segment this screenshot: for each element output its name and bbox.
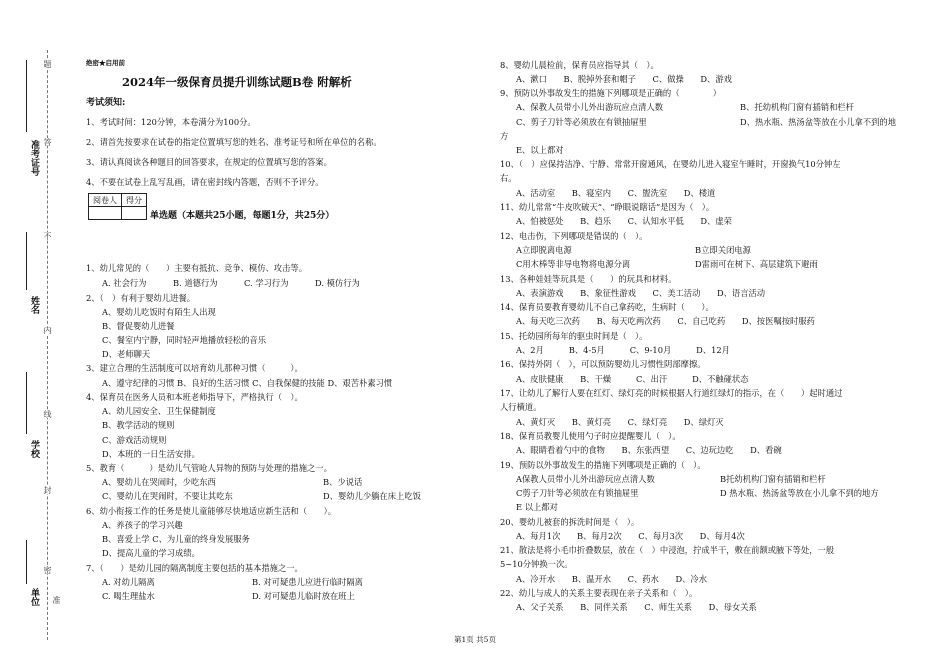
answer-option: C、游戏活动规则 — [102, 435, 167, 445]
question-stem: 14、保育员要教育婴幼儿不自己拿药吃，生病时（ ）。 — [500, 302, 714, 312]
answer-option: D 热水瓶、热汤盆等放在小儿拿不到的地方 — [720, 488, 879, 498]
seal-char: 封 — [43, 486, 52, 494]
answer-option: A、遵守纪律的习惯 B、良好的生活习惯 C、自我保健的技能 D、艰苦朴素习惯 — [102, 378, 393, 388]
answer-option: B、教学活动的规则 — [102, 420, 175, 430]
seal-char: 准 — [52, 596, 61, 604]
answer-option: A、养孩子的学习兴趣 — [102, 520, 183, 530]
question-stem: 5~10分钟换一次。 — [500, 559, 573, 569]
unit-label: 单位 — [29, 588, 39, 606]
score-box — [88, 193, 147, 220]
answer-option: A、活动室 B、寝室内 C、盥洗室 D、楼道 — [516, 188, 716, 198]
answer-option: A、怕被惩处 B、趋乐 C、认知水平低 D、虚荣 — [516, 216, 732, 226]
answer-option: B. 对可疑患儿应进行临时隔离 — [252, 577, 363, 587]
answer-option: C用木棒等非导电物将电源分离 — [516, 259, 631, 269]
question-stem: 10、（ ）应保持洁净、宁静、常常开窗通风，在婴幼儿进入寝室午睡时，开窗换气10分钟左 — [500, 159, 841, 169]
answer-option: B. 道德行为 — [173, 278, 218, 288]
answer-option: 右。 — [500, 173, 517, 183]
answer-option: A、父子关系 B、同伴关系 C、师生关系 D、母女关系 — [516, 602, 757, 612]
answer-option: D、提高儿童的学习成绩。 — [102, 548, 200, 558]
question-stem: 20、婴幼儿被套的拆洗时间是（ ）。 — [500, 517, 640, 527]
answer-option: A、眼睛看着勺中的食物 B、东张西望 C、边玩边吃 D、看碗 — [516, 445, 782, 455]
question-stem: 3、建立合理的生活制度可以培育幼儿那种习惯（ ）。 — [86, 363, 303, 373]
question-stem: 11、幼儿常常“牛皮吹破天”、“睁眼说瞎话”是因为（ ）。 — [500, 202, 715, 212]
answer-option: A保教人员带小儿外出游玩应点清人数 — [516, 474, 655, 484]
score-input-cell[interactable] — [122, 207, 147, 220]
question-stem: 18、保育员教婴儿使用勺子时应提醒婴儿（ ）。 — [500, 431, 681, 441]
answer-option: C、剪子刀针等必须放在有锁抽屉里 — [516, 117, 647, 127]
answer-option: E、以上都对 — [516, 145, 564, 155]
question-stem: 6、幼小衔接工作的任务是使儿童能够尽快地适应新生活和（ ）。 — [86, 506, 337, 516]
answer-option: A、保教人员带小儿外出游玩应点清人数 — [516, 102, 664, 112]
seal-char: 密 — [43, 566, 52, 574]
answer-option: C、餐室内宁静，同时轻声地播放轻松的音乐 — [102, 335, 266, 345]
seal-char: 线 — [43, 410, 52, 418]
answer-option: B、督促婴幼儿进餐 — [102, 321, 175, 331]
answer-option: A、幼儿园安全、卫生保健制度 — [102, 406, 216, 416]
section-heading: 单选题（本题共25小题，每题1分，共25分） — [150, 211, 335, 221]
answer-option: A、婴幼儿在哭闹时，少吃东西 — [102, 477, 216, 487]
question-stem: 9、预防以外事故发生的措施下列哪项是正确的（ ） — [500, 88, 721, 98]
exam-number-label: 准考证号 — [29, 140, 39, 176]
answer-option: A、每月1次 B、每月2次 C、每月3次 D、每月4次 — [516, 531, 745, 541]
answer-option: 方 — [500, 131, 509, 141]
answer-option: A、婴幼儿吃饭时有陌生人出现 — [102, 307, 216, 317]
reviewer-cell: 阅卷人 — [89, 194, 122, 207]
answer-option: A、表演游戏 B、象征性游戏 C、美工活动 D、语言活动 — [516, 288, 766, 298]
seal-char: 内 — [43, 326, 52, 334]
answer-option: D、婴幼儿少躺在床上吃饭 — [323, 491, 421, 501]
reviewer-input-cell[interactable] — [89, 207, 122, 220]
answer-option: E 以上都对 — [516, 502, 558, 512]
school-line — [26, 372, 27, 434]
seal-char: 不 — [43, 232, 52, 240]
answer-option: A、皮肤健康 B、干燥 C、出汗 D、不触碰状态 — [516, 374, 749, 384]
question-stem: 17、让幼儿了解行人要在红灯、绿灯亮的时候根据人行道红绿灯的指示，在（ ）起时通过 — [500, 388, 843, 398]
name-label: 姓名 — [29, 296, 39, 314]
answer-option: 人行横道。 — [500, 402, 542, 412]
notice-item: 4、不要在试卷上乱写乱画，请在密封线内答题，否则不予评分。 — [86, 177, 324, 187]
answer-option: A、漱口 B、脱掉外套和帽子 C、做操 D、游戏 — [516, 74, 732, 84]
question-stem: 2、（ ）有利于婴幼儿进餐。 — [86, 293, 195, 303]
answer-option: A立即脱离电源 — [516, 245, 572, 255]
question-stem: 22、幼儿与成人的关系主要表现在亲子关系和（ ）。 — [500, 588, 698, 598]
score-cell: 得分 — [122, 194, 147, 207]
answer-option: D雷雨可在树下、高层建筑下避雨 — [695, 259, 818, 269]
question-stem: 21、散法是将小毛巾折叠数层，放在（ ）中浸泡，拧成半干，敷在前额或腋下等处，一般 — [500, 545, 835, 555]
answer-option: D、本班的一日生活安排。 — [102, 449, 200, 459]
answer-option: C剪子刀针等必须放在有锁抽屉里 — [516, 488, 639, 498]
question-stem: 1、幼儿常见的（ ）主要有抵抗、竞争、模仿、攻击等。 — [86, 263, 307, 273]
exam-title: 2024年一级保育员提升训练试题B卷 附解析 — [122, 75, 352, 89]
binding-gutter — [0, 0, 78, 671]
question-stem: 16、保持外阴（ ），可以预防婴幼儿习惯性阴部摩擦。 — [500, 359, 706, 369]
notice-item: 1、考试时间：120分钟，本卷满分为100分。 — [86, 117, 256, 127]
answer-option: D、老师聊天 — [102, 349, 151, 359]
answer-option: B、少说话 — [323, 477, 363, 487]
page-footer: 第1页 共5页 — [454, 635, 496, 644]
answer-option: A. 社会行为 — [102, 278, 147, 288]
seal-char: 答 — [43, 138, 52, 146]
notice-title: 考试须知: — [86, 98, 126, 108]
answer-option: D、热水瓶、热汤盆等放在小儿拿不到的地 — [740, 117, 896, 127]
name-line — [26, 232, 27, 290]
confidential-mark: 绝密★启用前 — [86, 59, 125, 67]
question-stem: 12、电击伤，下列哪项是错误的（ ）。 — [500, 231, 648, 241]
question-stem: 8、婴幼儿晨检前，保育员应指导其（ ）。 — [500, 60, 659, 70]
answer-option: A. 对幼儿隔离 — [102, 577, 155, 587]
notice-item: 2、请首先按要求在试卷的指定位置填写您的姓名、准考证号和所在单位的名称。 — [86, 137, 382, 147]
question-stem: 4、保育员在医务人员和本班老师指导下，严格执行（ ）。 — [86, 392, 303, 402]
question-stem: 19、预防以外事故发生的措施下列哪项是正确的（ ）。 — [500, 460, 706, 470]
answer-option: A、2月 B、4-5月 C、9-10月 D、12月 — [516, 345, 730, 355]
exam-number-line — [26, 60, 27, 132]
answer-option: A、冷开水 B、温开水 C、药水 D、冷水 — [516, 574, 708, 584]
answer-option: B托幼机构门窗有插销和栏杆 — [720, 474, 826, 484]
answer-option: B、托幼机构门窗有插销和栏杆 — [740, 102, 854, 112]
answer-option: A、黄灯灭 B、黄灯亮 C、绿灯亮 D、绿灯灭 — [516, 417, 724, 427]
answer-option: C. 喝生理盐水 — [102, 591, 155, 601]
seal-char: 题 — [43, 60, 52, 68]
answer-option: C、婴幼儿在哭闹时，不要让其吃东 — [102, 491, 233, 501]
answer-option: D. 模仿行为 — [315, 278, 360, 288]
question-stem: 7、（ ）是幼儿园的隔离制度主要包括的基本措施之一。 — [86, 563, 303, 573]
answer-option: B立即关闭电源 — [695, 245, 751, 255]
question-stem: 13、各种娃娃等玩具是（ ）的玩具和材料。 — [500, 274, 677, 284]
answer-option: C. 学习行为 — [244, 278, 289, 288]
question-stem: 15、托幼园所每年的驱虫时间是（ ）。 — [500, 331, 648, 341]
answer-option: A、每天吃三次药 B、每天吃两次药 C、自己吃药 D、按医嘱按时服药 — [516, 316, 815, 326]
question-stem: 5、教育（ ）是幼儿气管呛人异物的预防与处理的措施之一。 — [86, 463, 332, 473]
answer-option: B、喜爱上学 C、为儿童的终身发展服务 — [102, 534, 250, 544]
notice-item: 3、请认真阅读各种题目的回答要求，在规定的位置填写您的答案。 — [86, 157, 332, 167]
school-label: 学校 — [29, 440, 39, 458]
answer-option: D. 对可疑患儿临时放在班上 — [252, 591, 355, 601]
unit-line — [26, 540, 27, 584]
